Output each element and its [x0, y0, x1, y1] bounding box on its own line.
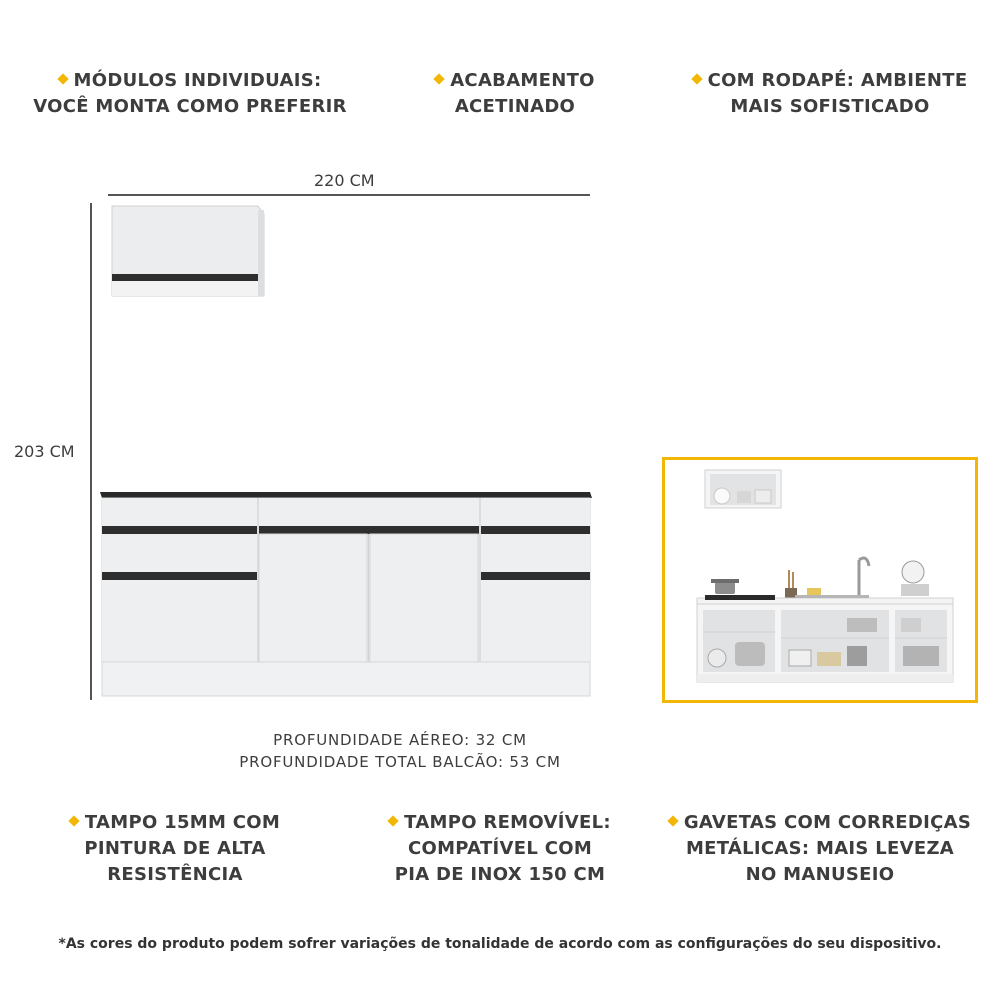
countertop	[100, 492, 592, 498]
diamond-bullet-icon	[387, 815, 398, 826]
disclaimer-note: *As cores do produto podem sofrer variações de tonalidade de acordo com as configurações do seu dispositivo.	[58, 936, 942, 952]
feature-gavetas: GAVETAS COM CORREDIÇAS METÁLICAS: MAIS LEVEZA NO MANUSEIO	[660, 810, 980, 888]
feature-acabamento: ACABAMENTO ACETINADO	[420, 68, 610, 120]
product-photo-inset	[662, 457, 978, 703]
wall-cabinet	[112, 206, 264, 296]
depth-balcao: PROFUNDIDADE TOTAL BALCÃO: 53 CM	[239, 753, 561, 771]
styled-kitchen-illustration	[665, 460, 975, 700]
diamond-bullet-icon	[68, 815, 79, 826]
base-cabinet	[102, 498, 590, 696]
width-label: 220 CM	[314, 171, 375, 190]
feature-rodape: COM RODAPÉ: AMBIENTE MAIS SOFISTICADO	[680, 68, 980, 120]
depth-info	[150, 729, 650, 773]
depth-aereo: PROFUNDIDADE AÉREO: 32 CM	[273, 731, 527, 749]
feature-tampo-removivel: TAMPO REMOVÍVEL: COMPATÍVEL COM PIA DE INOX 150 CM	[380, 810, 620, 888]
diamond-bullet-icon	[667, 815, 678, 826]
height-label: 203 CM	[14, 442, 75, 461]
feature-modulos: MÓDULOS INDIVIDUAIS: VOCÊ MONTA COMO PREFERIR	[33, 70, 347, 117]
feature-tampo: TAMPO 15MM COM PINTURA DE ALTA RESISTÊNCIA	[50, 810, 300, 888]
